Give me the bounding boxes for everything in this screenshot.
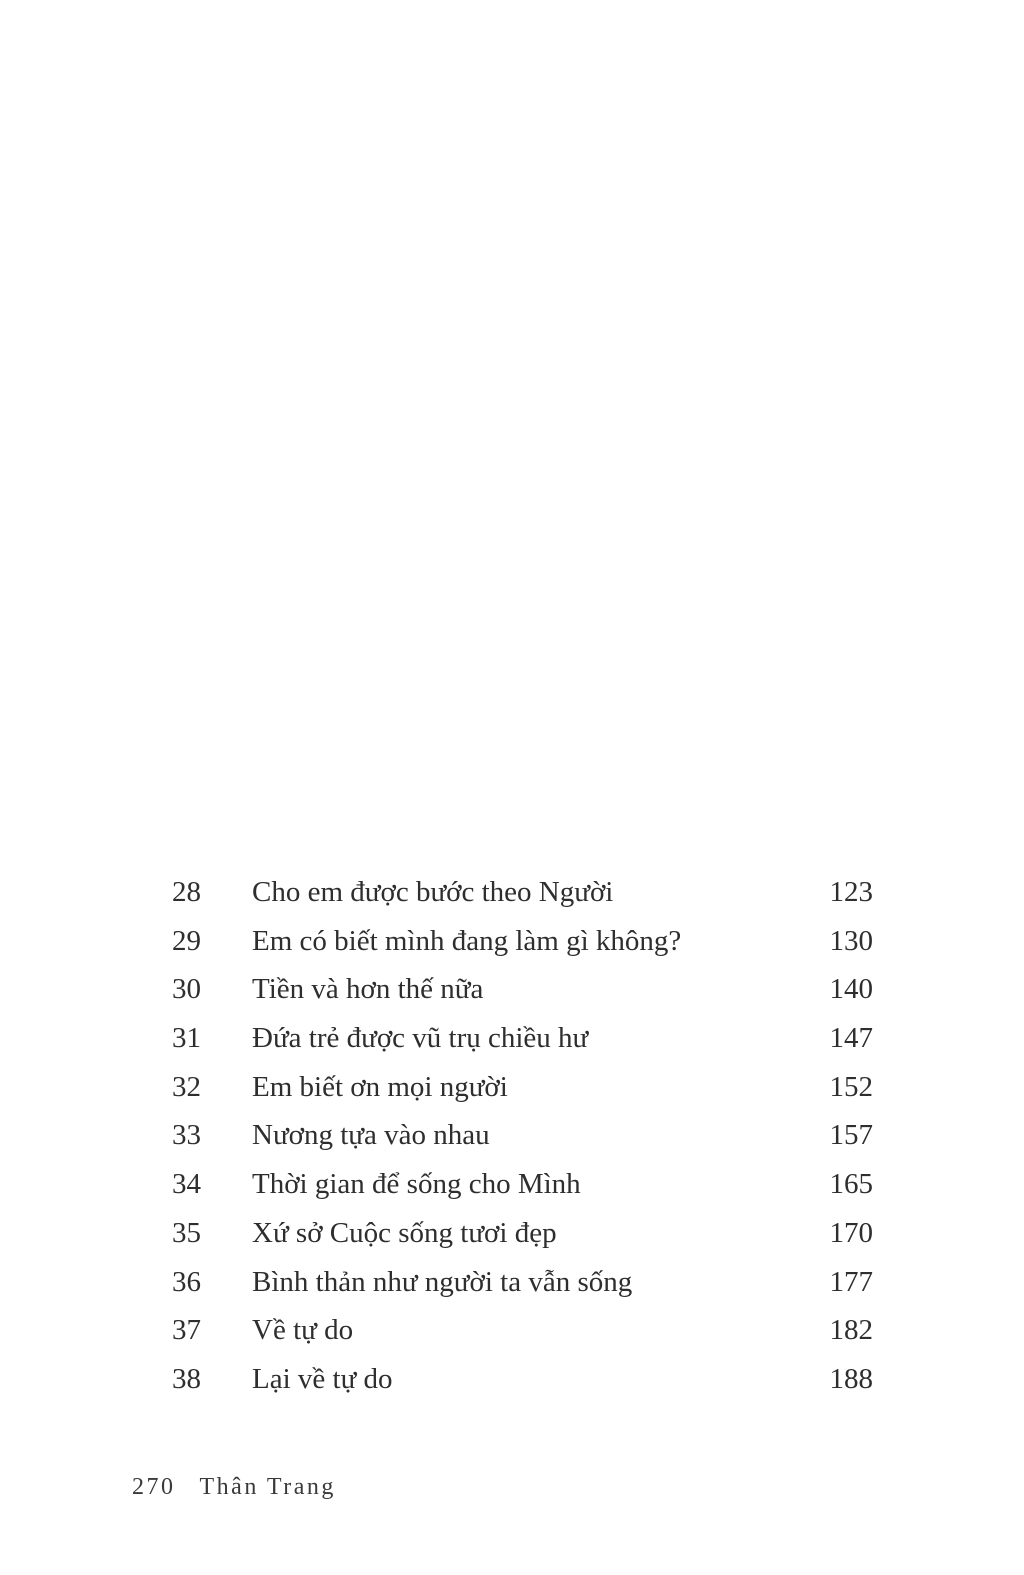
toc-entry <box>172 1063 873 1112</box>
chapter-title: Lại về tự do <box>252 1362 393 1395</box>
chapter-number: 32 <box>172 1070 201 1103</box>
chapter-page-number: 165 <box>829 1168 873 1201</box>
toc-entry <box>172 1306 873 1355</box>
chapter-page-number: 123 <box>829 876 873 908</box>
chapter-number: 36 <box>172 1265 201 1298</box>
toc-entry <box>172 1258 873 1307</box>
table-of-contents <box>172 868 873 1404</box>
toc-entry <box>172 1355 873 1404</box>
chapter-page-number: 147 <box>829 1022 873 1055</box>
chapter-number: 33 <box>172 1119 201 1152</box>
chapter-page-number: 170 <box>829 1216 873 1249</box>
chapter-number: 30 <box>172 973 201 1006</box>
toc-entry <box>172 1160 873 1209</box>
chapter-page-number: 130 <box>829 924 873 957</box>
toc-entry <box>172 965 873 1014</box>
toc-entry <box>172 1014 873 1063</box>
chapter-title: Em biết ơn mọi người <box>252 1070 508 1103</box>
chapter-page-number: 157 <box>829 1119 873 1152</box>
chapter-number: 29 <box>172 924 201 957</box>
chapter-number: 31 <box>172 1022 201 1055</box>
chapter-number: 34 <box>172 1168 201 1201</box>
chapter-title: Nương tựa vào nhau <box>252 1119 490 1152</box>
toc-entry <box>172 1111 873 1160</box>
chapter-title: Đứa trẻ được vũ trụ chiều hư <box>252 1022 589 1055</box>
chapter-title: Thời gian để sống cho Mình <box>252 1168 581 1201</box>
toc-entry <box>172 917 873 966</box>
chapter-title: Tiền và hơn thế nữa <box>252 973 484 1006</box>
chapter-title: Em có biết mình đang làm gì không? <box>252 924 682 957</box>
page-footer <box>132 1473 336 1501</box>
chapter-page-number: 140 <box>829 973 873 1006</box>
toc-entry <box>172 1209 873 1258</box>
chapter-title: Bình thản như người ta vẫn sống <box>252 1265 633 1298</box>
chapter-number: 37 <box>172 1314 201 1347</box>
chapter-page-number: 152 <box>829 1070 873 1103</box>
chapter-number: 38 <box>172 1362 201 1395</box>
chapter-number: 35 <box>172 1216 201 1249</box>
chapter-page-number: 177 <box>829 1265 873 1298</box>
chapter-page-number: 182 <box>829 1314 873 1347</box>
chapter-title: Cho em được bước theo Người <box>252 876 614 908</box>
toc-entry <box>172 868 873 917</box>
chapter-page-number: 188 <box>829 1362 873 1395</box>
chapter-title: Về tự do <box>252 1314 354 1347</box>
chapter-number: 28 <box>172 876 201 908</box>
footer-page-number: 270 <box>132 1474 176 1500</box>
chapter-title: Xứ sở Cuộc sống tươi đẹp <box>252 1216 557 1249</box>
footer-running-title: Thân Trang <box>199 1474 336 1500</box>
